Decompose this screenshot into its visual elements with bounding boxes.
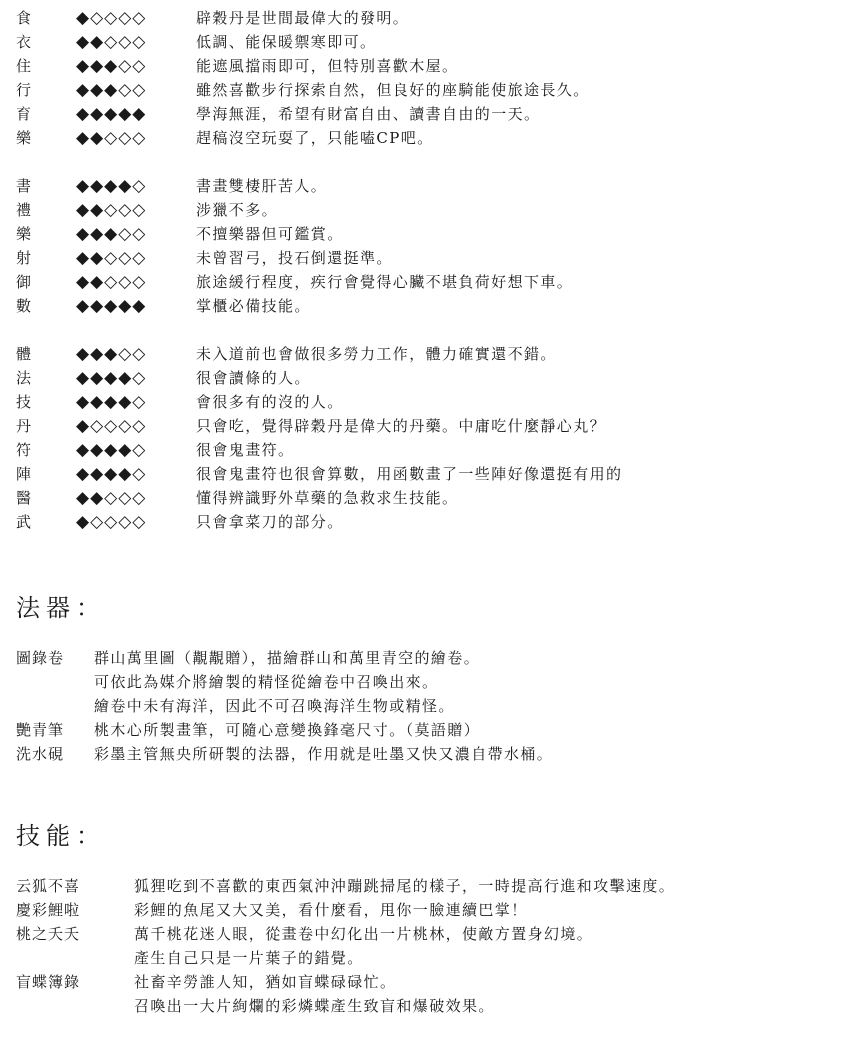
stat-label: 法: [16, 369, 33, 387]
stat-row: [0, 462, 856, 486]
stat-rating: ◆◇◇◇◇: [76, 512, 147, 532]
stat-desc: 不擅樂器但可鑑賞。: [196, 225, 344, 243]
stat-desc: 書畫雙棲肝苦人。: [196, 177, 328, 195]
stat-desc: 會很多有的沒的人。: [196, 393, 344, 411]
stat-desc: 低調、能保暖禦寒即可。: [196, 33, 377, 51]
artifact-desc: 桃木心所製畫筆，可隨心意變換鋒毫尺寸。（莫語贈）: [94, 721, 481, 739]
stat-desc: 很會鬼畫符。: [196, 441, 295, 459]
stat-label: 武: [16, 513, 33, 531]
skill-row: [0, 946, 856, 970]
stat-label: 數: [16, 297, 33, 315]
stat-rating: ◆◆◆◆◆: [76, 104, 147, 124]
stat-desc: 未入道前也會做很多勞力工作，體力確實還不錯。: [196, 345, 557, 363]
skill-desc: 萬千桃花迷人眼，從畫卷中幻化出一片桃林，使敵方置身幻境。: [134, 925, 594, 943]
stat-row: [0, 78, 856, 102]
skill-row: [0, 922, 856, 946]
skill-name: 盲蝶簿錄: [16, 973, 81, 991]
artifacts-heading: 法器：: [16, 594, 106, 622]
stat-row: [0, 198, 856, 222]
stat-label: 書: [16, 177, 33, 195]
stat-row: [0, 366, 856, 390]
stat-row: [0, 390, 856, 414]
artifact-desc: 群山萬里圖（覯覯贈），描繪群山和萬里青空的繪卷。: [94, 649, 481, 667]
stat-label: 樂: [16, 129, 33, 147]
stat-rating: ◆◆◆◇◇: [76, 56, 147, 76]
stat-rating: ◆◆◆◆◇: [76, 392, 147, 412]
stat-rating: ◆◆◆◆◇: [76, 440, 147, 460]
stat-label: 射: [16, 249, 33, 267]
stat-row: [0, 54, 856, 78]
stat-desc: 很會讀條的人。: [196, 369, 311, 387]
stat-label: 衣: [16, 33, 33, 51]
skill-row: [0, 874, 856, 898]
stat-desc: 辟穀丹是世間最偉大的發明。: [196, 9, 410, 27]
stat-desc: 旅途緩行程度，疾行會覺得心臟不堪負荷好想下車。: [196, 273, 574, 291]
stat-label: 符: [16, 441, 33, 459]
artifact-row: [0, 646, 856, 670]
stat-rating: ◆◆◇◇◇: [76, 128, 147, 148]
stat-rating: ◆◆◆◆◇: [76, 176, 147, 196]
stat-rating: ◆◆◆◇◇: [76, 80, 147, 100]
skill-name: 慶彩鯉啦: [16, 901, 81, 919]
skill-desc: 彩鯉的魚尾又大又美，看什麼看，甩你一臉連續巴掌！: [134, 901, 528, 919]
stat-row: [0, 438, 856, 462]
stat-row: [0, 174, 856, 198]
stat-rating: ◆◆◆◇◇: [76, 224, 147, 244]
artifact-row: [0, 718, 856, 742]
stat-desc: 只會拿菜刀的部分。: [196, 513, 344, 531]
stat-row: [0, 510, 856, 534]
artifact-name: 洗水硯: [16, 745, 65, 763]
skill-row: [0, 898, 856, 922]
stat-rating: ◆◇◇◇◇: [76, 8, 147, 28]
artifact-desc: 繪卷中未有海洋，因此不可召喚海洋生物或精怪。: [94, 697, 455, 715]
stat-rating: ◆◆◆◇◇: [76, 344, 147, 364]
stat-rating: ◆◇◇◇◇: [76, 416, 147, 436]
stat-row: [0, 270, 856, 294]
stat-row: [0, 6, 856, 30]
skill-name: 云狐不喜: [16, 877, 81, 895]
stat-desc: 掌櫃必備技能。: [196, 297, 311, 315]
artifact-row: [0, 694, 856, 718]
stat-desc: 未曾習弓，投石倒還挺準。: [196, 249, 393, 267]
artifact-name: 圖錄卷: [16, 649, 65, 667]
stat-label: 禮: [16, 201, 33, 219]
stat-row: [0, 222, 856, 246]
artifact-desc: 彩墨主管無央所研製的法器，作用就是吐墨又快又濃自帶水桶。: [94, 745, 554, 763]
stat-rating: ◆◆◆◆◆: [76, 296, 147, 316]
stat-label: 行: [16, 81, 33, 99]
stat-row: [0, 126, 856, 150]
stat-desc: 趕稿沒空玩耍了，只能嗑CP吧。: [196, 129, 434, 147]
stat-label: 食: [16, 9, 33, 27]
stat-label: 體: [16, 345, 33, 363]
stat-row: [0, 486, 856, 510]
stat-desc: 能遮風擋雨即可，但特別喜歡木屋。: [196, 57, 459, 75]
stat-row: [0, 30, 856, 54]
stat-row: [0, 294, 856, 318]
artifact-row: [0, 742, 856, 766]
artifact-desc: 可依此為媒介將繪製的精怪從繪卷中召喚出來。: [94, 673, 439, 691]
skill-desc: 社畜辛勞誰人知，猶如盲蝶碌碌忙。: [134, 973, 397, 991]
artifact-name: 艷青筆: [16, 721, 65, 739]
stat-row: [0, 414, 856, 438]
stat-desc: 很會鬼畫符也很會算數，用函數畫了一些陣好像還挺有用的: [196, 465, 623, 483]
stat-desc: 雖然喜歡步行探索自然，但良好的座騎能使旅途長久。: [196, 81, 590, 99]
stat-row: [0, 102, 856, 126]
stat-desc: 只會吃，覺得辟穀丹是偉大的丹藥。中庸吃什麼靜心丸？: [196, 417, 607, 435]
stat-label: 技: [16, 393, 33, 411]
stat-label: 御: [16, 273, 33, 291]
stat-desc: 懂得辨識野外草藥的急救求生技能。: [196, 489, 459, 507]
skill-desc: 狐狸吃到不喜歡的東西氣沖沖蹦跳掃尾的樣子，一時提高行進和攻擊速度。: [134, 877, 676, 895]
skill-row: [0, 994, 856, 1018]
stat-label: 育: [16, 105, 33, 123]
stat-row: [0, 246, 856, 270]
stat-label: 丹: [16, 417, 33, 435]
stat-rating: ◆◆◇◇◇: [76, 488, 147, 508]
stat-desc: 涉獵不多。: [196, 201, 279, 219]
stat-desc: 學海無涯，希望有財富自由、讀書自由的一天。: [196, 105, 541, 123]
stat-label: 醫: [16, 489, 33, 507]
artifact-row: [0, 670, 856, 694]
stat-rating: ◆◆◆◆◇: [76, 368, 147, 388]
skill-row: [0, 970, 856, 994]
skill-name: 桃之夭夭: [16, 925, 81, 943]
stat-rating: ◆◆◇◇◇: [76, 272, 147, 292]
stat-rating: ◆◆◇◇◇: [76, 32, 147, 52]
skills-heading: 技能：: [16, 822, 106, 850]
stat-rating: ◆◆◇◇◇: [76, 248, 147, 268]
stat-row: [0, 342, 856, 366]
stat-label: 樂: [16, 225, 33, 243]
skill-desc: 召喚出一大片絢爛的彩燐蝶產生致盲和爆破效果。: [134, 997, 495, 1015]
stat-label: 陣: [16, 465, 33, 483]
skill-desc: 產生自己只是一片葉子的錯覺。: [134, 949, 364, 967]
stat-label: 住: [16, 57, 33, 75]
stat-rating: ◆◆◆◆◇: [76, 464, 147, 484]
stat-rating: ◆◆◇◇◇: [76, 200, 147, 220]
